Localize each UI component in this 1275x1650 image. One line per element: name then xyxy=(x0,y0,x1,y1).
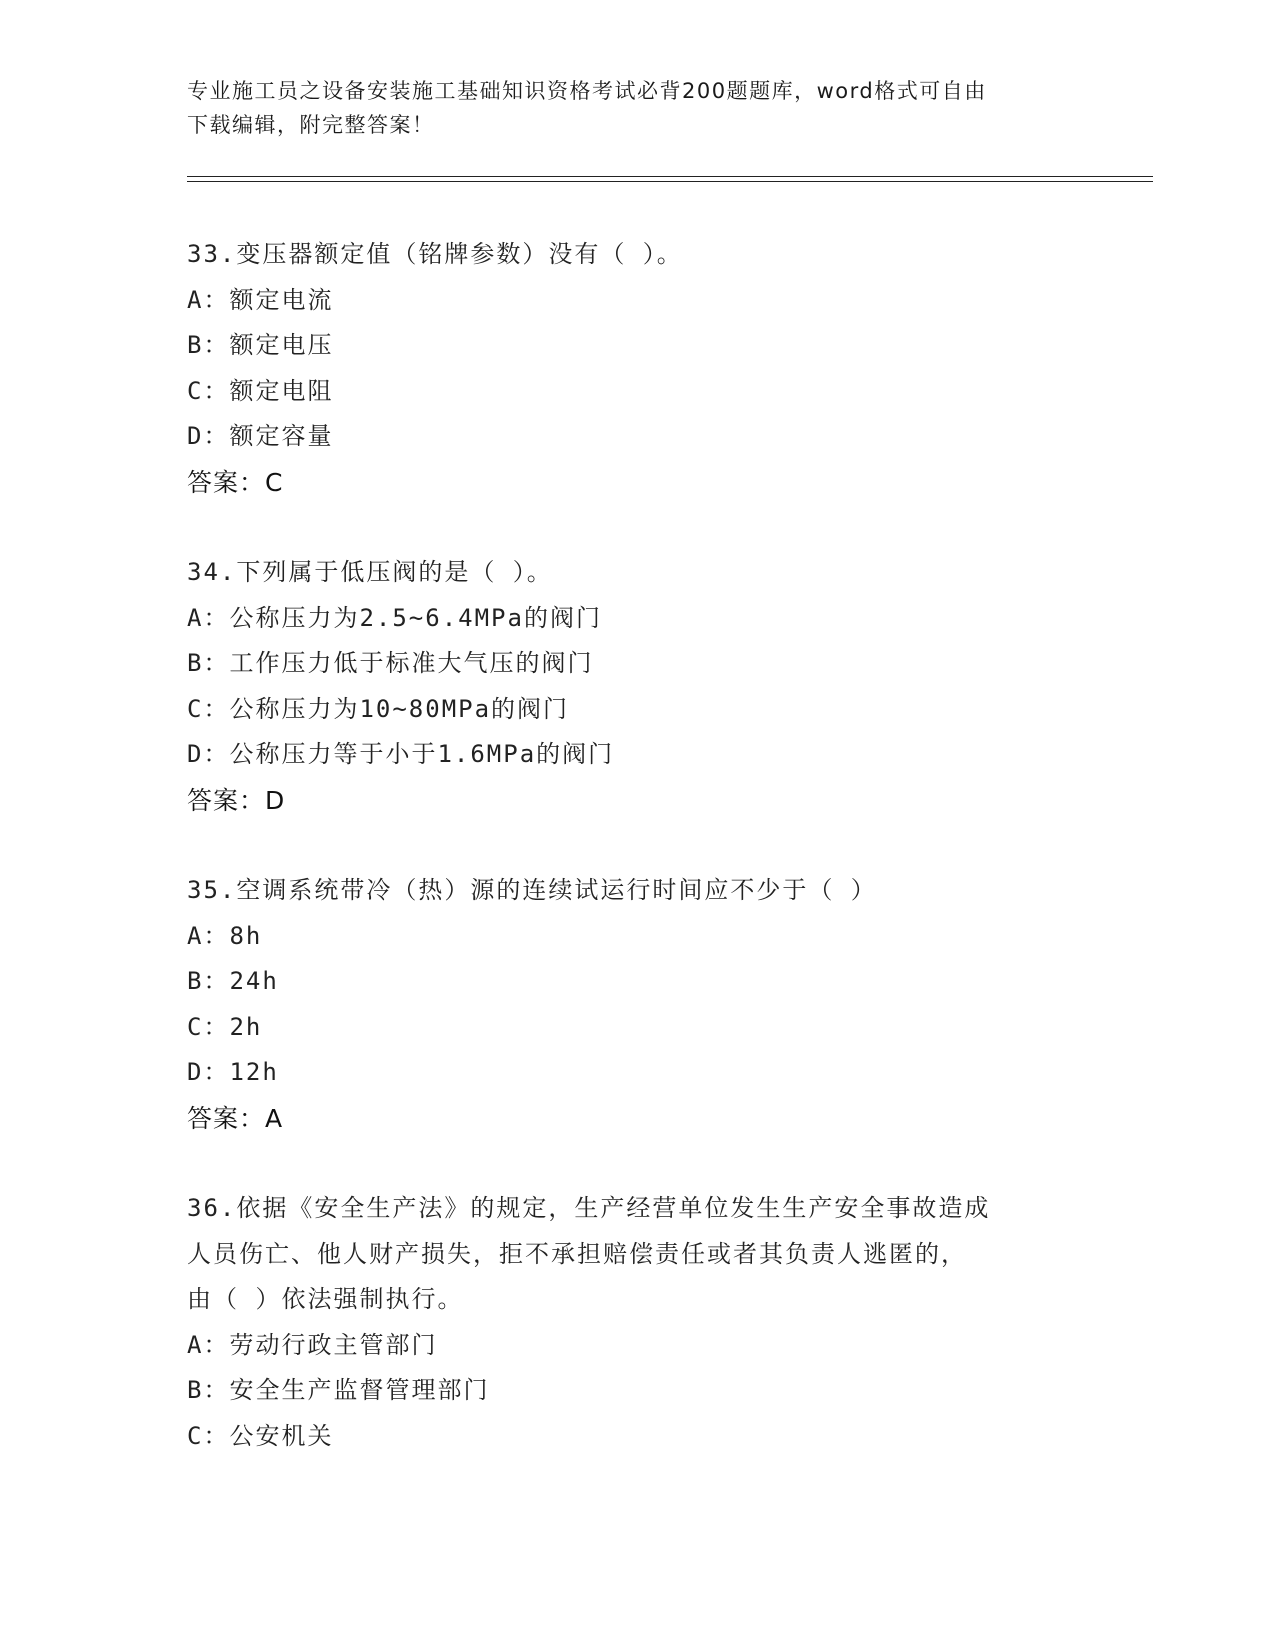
option-c: C：公称压力为10~80MPa的阀门 xyxy=(187,694,570,723)
option-c: C：2h xyxy=(187,1012,263,1041)
question-stem-line-2: 人员伤亡、他人财产损失，拒不承担赔偿责任或者其负责人逃匿的， xyxy=(187,1239,967,1268)
option-c: C：额定电阻 xyxy=(187,376,334,405)
answer-line: 答案：D xyxy=(187,785,286,815)
question-35 xyxy=(187,868,1087,1141)
option-d: D：额定容量 xyxy=(187,422,334,450)
question-stem: 35.空调系统带冷（热）源的连续试运行时间应不少于（ ） xyxy=(187,876,877,904)
option-a: A：公称压力为2.5~6.4MPa的阀门 xyxy=(187,603,602,632)
answer-line: 答案：A xyxy=(187,1103,284,1133)
option-b: B：额定电压 xyxy=(187,331,334,359)
option-b: B：工作压力低于标准大气压的阀门 xyxy=(187,649,594,677)
option-b: B：安全生产监督管理部门 xyxy=(187,1376,490,1404)
option-d: D：公称压力等于小于1.6MPa的阀门 xyxy=(187,740,615,768)
question-stem-line-3: 由（ ）依法强制执行。 xyxy=(187,1285,464,1313)
header-line-1: 专业施工员之设备安装施工基础知识资格考试必背200题题库，word格式可自由 xyxy=(187,79,987,103)
answer-line: 答案：C xyxy=(187,467,284,497)
option-a: A：额定电流 xyxy=(187,285,334,314)
question-stem-line-1: 36.依据《安全生产法》的规定，生产经营单位发生生产安全事故造成 xyxy=(187,1194,991,1222)
question-list xyxy=(187,232,1087,1504)
question-36 xyxy=(187,1186,1087,1459)
question-stem: 34.下列属于低压阀的是（ ）。 xyxy=(187,558,553,586)
header-divider-top xyxy=(187,176,1153,177)
question-33 xyxy=(187,232,1087,505)
document-header xyxy=(187,74,1067,142)
option-c: C：公安机关 xyxy=(187,1421,334,1450)
option-b: B：24h xyxy=(187,967,279,995)
header-line-2: 下载编辑，附完整答案！ xyxy=(187,113,435,137)
question-34 xyxy=(187,550,1087,823)
option-a: A：8h xyxy=(187,921,263,950)
option-d: D：12h xyxy=(187,1058,279,1086)
option-a: A：劳动行政主管部门 xyxy=(187,1330,438,1359)
header-divider-bottom xyxy=(187,181,1153,182)
question-stem: 33.变压器额定值（铭牌参数）没有（ ）。 xyxy=(187,240,683,268)
